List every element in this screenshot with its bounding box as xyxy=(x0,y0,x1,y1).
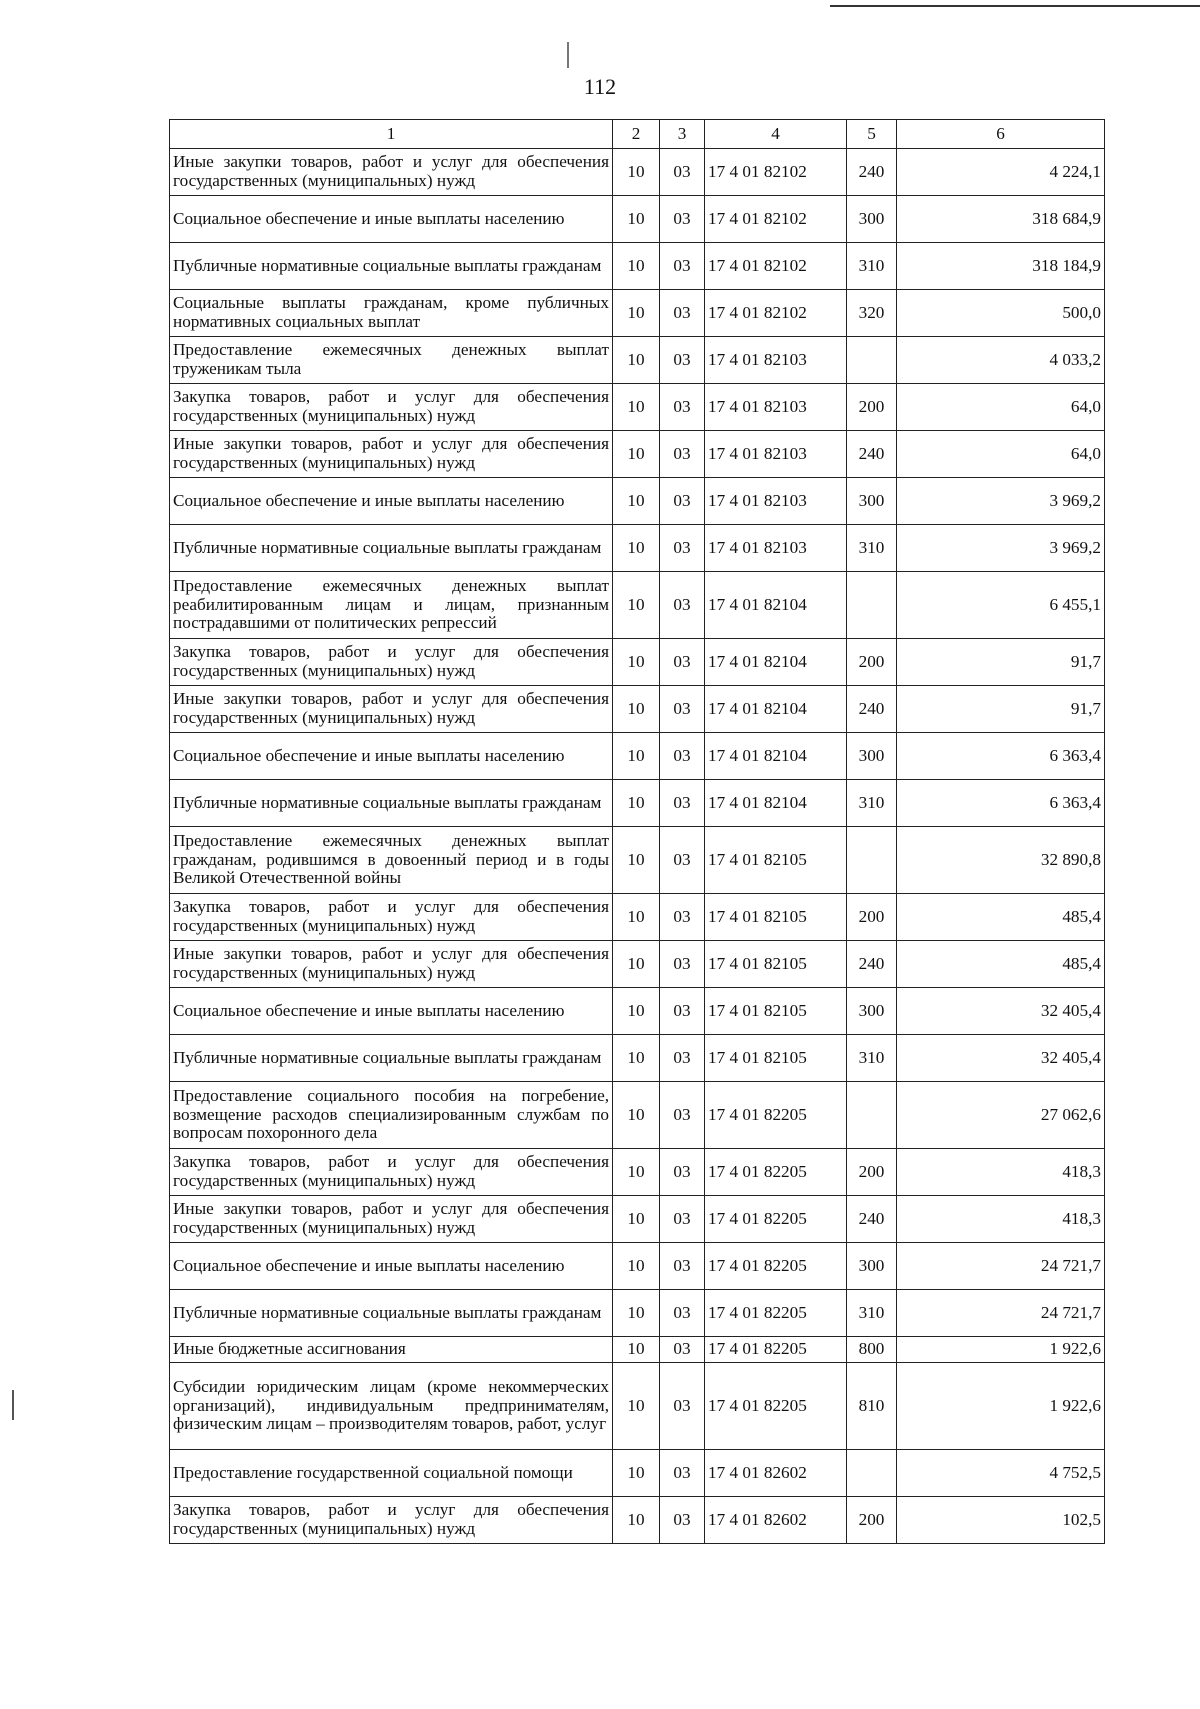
table-row xyxy=(170,686,1105,733)
cell-name: Публичные нормативные социальные выплаты гражданам xyxy=(170,1290,613,1337)
cell-name: Иные закупки товаров, работ и услуг для обеспечения государственных (муниципальных) нужд xyxy=(170,686,613,733)
cell-subsection: 03 xyxy=(660,1497,705,1544)
cell-name: Социальное обеспечение и иные выплаты населению xyxy=(170,196,613,243)
cell-amount: 6 455,1 xyxy=(897,572,1105,639)
cell-expense-type: 310 xyxy=(847,1035,897,1082)
cell-amount: 318 684,9 xyxy=(897,196,1105,243)
header-cell-2: 2 xyxy=(613,120,660,149)
cell-subsection: 03 xyxy=(660,1035,705,1082)
cell-amount: 32 890,8 xyxy=(897,827,1105,894)
cell-target-article: 17 4 01 82205 xyxy=(705,1243,847,1290)
cell-name: Публичные нормативные социальные выплаты гражданам xyxy=(170,1035,613,1082)
cell-section: 10 xyxy=(613,243,660,290)
cell-subsection: 03 xyxy=(660,196,705,243)
table-row xyxy=(170,243,1105,290)
cell-expense-type: 320 xyxy=(847,290,897,337)
table-row xyxy=(170,1243,1105,1290)
cell-subsection: 03 xyxy=(660,1082,705,1149)
cell-target-article: 17 4 01 82104 xyxy=(705,780,847,827)
cell-target-article: 17 4 01 82104 xyxy=(705,639,847,686)
cell-target-article: 17 4 01 82105 xyxy=(705,827,847,894)
page-number: 112 xyxy=(583,74,617,99)
cell-subsection: 03 xyxy=(660,1450,705,1497)
cell-subsection: 03 xyxy=(660,1337,705,1363)
cell-subsection: 03 xyxy=(660,478,705,525)
cell-expense-type: 300 xyxy=(847,988,897,1035)
budget-table xyxy=(169,119,1105,1544)
cell-name: Социальное обеспечение и иные выплаты населению xyxy=(170,1243,613,1290)
cell-amount: 418,3 xyxy=(897,1196,1105,1243)
cell-name: Предоставление государственной социальной помощи xyxy=(170,1450,613,1497)
cell-target-article: 17 4 01 82102 xyxy=(705,290,847,337)
cell-expense-type: 200 xyxy=(847,894,897,941)
cell-target-article: 17 4 01 82103 xyxy=(705,525,847,572)
table-row xyxy=(170,988,1105,1035)
cell-target-article: 17 4 01 82602 xyxy=(705,1497,847,1544)
cell-name: Публичные нормативные социальные выплаты гражданам xyxy=(170,243,613,290)
cell-subsection: 03 xyxy=(660,572,705,639)
cell-name: Предоставление ежемесячных денежных выплат реабилитированным лицам и лицам, признанным пострадавшими от политических репрессий xyxy=(170,572,613,639)
scan-mark-center xyxy=(567,42,569,68)
cell-expense-type: 200 xyxy=(847,384,897,431)
cell-section: 10 xyxy=(613,780,660,827)
cell-amount: 485,4 xyxy=(897,941,1105,988)
cell-name: Иные закупки товаров, работ и услуг для обеспечения государственных (муниципальных) нужд xyxy=(170,149,613,196)
cell-expense-type: 310 xyxy=(847,1290,897,1337)
cell-subsection: 03 xyxy=(660,431,705,478)
cell-subsection: 03 xyxy=(660,780,705,827)
cell-name: Социальные выплаты гражданам, кроме публичных нормативных социальных выплат xyxy=(170,290,613,337)
cell-expense-type: 240 xyxy=(847,941,897,988)
header-cell-1: 1 xyxy=(170,120,613,149)
cell-section: 10 xyxy=(613,525,660,572)
cell-target-article: 17 4 01 82102 xyxy=(705,149,847,196)
table-row xyxy=(170,1035,1105,1082)
cell-subsection: 03 xyxy=(660,525,705,572)
cell-amount: 500,0 xyxy=(897,290,1105,337)
cell-section: 10 xyxy=(613,988,660,1035)
cell-subsection: 03 xyxy=(660,941,705,988)
cell-name: Социальное обеспечение и иные выплаты населению xyxy=(170,988,613,1035)
table-row xyxy=(170,639,1105,686)
scan-edge-line-top xyxy=(830,5,1200,7)
cell-target-article: 17 4 01 82102 xyxy=(705,196,847,243)
cell-section: 10 xyxy=(613,1196,660,1243)
table-row xyxy=(170,149,1105,196)
cell-amount: 6 363,4 xyxy=(897,780,1105,827)
cell-expense-type xyxy=(847,1450,897,1497)
cell-target-article: 17 4 01 82205 xyxy=(705,1149,847,1196)
table-row xyxy=(170,478,1105,525)
cell-amount: 32 405,4 xyxy=(897,988,1105,1035)
table-row xyxy=(170,384,1105,431)
cell-amount: 24 721,7 xyxy=(897,1243,1105,1290)
cell-section: 10 xyxy=(613,337,660,384)
cell-name: Публичные нормативные социальные выплаты гражданам xyxy=(170,780,613,827)
header-cell-4: 4 xyxy=(705,120,847,149)
cell-section: 10 xyxy=(613,1363,660,1450)
cell-name: Закупка товаров, работ и услуг для обеспечения государственных (муниципальных) нужд xyxy=(170,894,613,941)
cell-expense-type: 240 xyxy=(847,1196,897,1243)
table-row xyxy=(170,941,1105,988)
table-row xyxy=(170,196,1105,243)
cell-target-article: 17 4 01 82103 xyxy=(705,431,847,478)
header-cell-3: 3 xyxy=(660,120,705,149)
table-body xyxy=(170,149,1105,1544)
cell-section: 10 xyxy=(613,1243,660,1290)
cell-section: 10 xyxy=(613,1035,660,1082)
cell-name: Субсидии юридическим лицам (кроме некоммерческих организаций), индивидуальным предпринимателям, физическим лицам – производителям товаров, работ, услуг xyxy=(170,1363,613,1450)
cell-subsection: 03 xyxy=(660,149,705,196)
cell-section: 10 xyxy=(613,827,660,894)
cell-target-article: 17 4 01 82103 xyxy=(705,337,847,384)
cell-section: 10 xyxy=(613,1450,660,1497)
cell-expense-type: 200 xyxy=(847,639,897,686)
table-row xyxy=(170,337,1105,384)
cell-subsection: 03 xyxy=(660,1196,705,1243)
table-row xyxy=(170,894,1105,941)
cell-name: Социальное обеспечение и иные выплаты населению xyxy=(170,478,613,525)
cell-name: Иные бюджетные ассигнования xyxy=(170,1337,613,1363)
cell-subsection: 03 xyxy=(660,894,705,941)
table-row xyxy=(170,290,1105,337)
cell-name: Социальное обеспечение и иные выплаты населению xyxy=(170,733,613,780)
table-row xyxy=(170,1196,1105,1243)
cell-expense-type: 300 xyxy=(847,478,897,525)
cell-expense-type: 800 xyxy=(847,1337,897,1363)
cell-amount: 102,5 xyxy=(897,1497,1105,1544)
cell-section: 10 xyxy=(613,149,660,196)
cell-target-article: 17 4 01 82104 xyxy=(705,572,847,639)
cell-section: 10 xyxy=(613,384,660,431)
cell-expense-type: 200 xyxy=(847,1149,897,1196)
cell-amount: 3 969,2 xyxy=(897,478,1105,525)
cell-subsection: 03 xyxy=(660,988,705,1035)
cell-section: 10 xyxy=(613,639,660,686)
cell-expense-type xyxy=(847,572,897,639)
cell-subsection: 03 xyxy=(660,827,705,894)
table-row xyxy=(170,1497,1105,1544)
cell-subsection: 03 xyxy=(660,290,705,337)
cell-amount: 4 752,5 xyxy=(897,1450,1105,1497)
cell-name: Иные закупки товаров, работ и услуг для обеспечения государственных (муниципальных) нужд xyxy=(170,1196,613,1243)
cell-amount: 1 922,6 xyxy=(897,1363,1105,1450)
cell-target-article: 17 4 01 82103 xyxy=(705,478,847,525)
cell-target-article: 17 4 01 82102 xyxy=(705,243,847,290)
cell-expense-type: 240 xyxy=(847,686,897,733)
table-row xyxy=(170,827,1105,894)
cell-name: Закупка товаров, работ и услуг для обеспечения государственных (муниципальных) нужд xyxy=(170,1497,613,1544)
cell-expense-type: 310 xyxy=(847,525,897,572)
table-row xyxy=(170,525,1105,572)
cell-name: Иные закупки товаров, работ и услуг для обеспечения государственных (муниципальных) нужд xyxy=(170,941,613,988)
cell-subsection: 03 xyxy=(660,1363,705,1450)
table-row xyxy=(170,572,1105,639)
cell-amount: 485,4 xyxy=(897,894,1105,941)
cell-subsection: 03 xyxy=(660,1149,705,1196)
cell-subsection: 03 xyxy=(660,686,705,733)
cell-section: 10 xyxy=(613,1149,660,1196)
cell-section: 10 xyxy=(613,196,660,243)
table-row xyxy=(170,1450,1105,1497)
header-cell-6: 6 xyxy=(897,120,1105,149)
cell-subsection: 03 xyxy=(660,733,705,780)
cell-target-article: 17 4 01 82205 xyxy=(705,1196,847,1243)
cell-expense-type: 310 xyxy=(847,243,897,290)
cell-section: 10 xyxy=(613,572,660,639)
cell-expense-type: 300 xyxy=(847,196,897,243)
cell-target-article: 17 4 01 82103 xyxy=(705,384,847,431)
cell-amount: 27 062,6 xyxy=(897,1082,1105,1149)
cell-amount: 6 363,4 xyxy=(897,733,1105,780)
cell-section: 10 xyxy=(613,1497,660,1544)
cell-target-article: 17 4 01 82205 xyxy=(705,1082,847,1149)
cell-amount: 4 224,1 xyxy=(897,149,1105,196)
header-cell-5: 5 xyxy=(847,120,897,149)
cell-subsection: 03 xyxy=(660,639,705,686)
cell-subsection: 03 xyxy=(660,337,705,384)
table-row xyxy=(170,1290,1105,1337)
cell-subsection: 03 xyxy=(660,1290,705,1337)
cell-name: Предоставление ежемесячных денежных выплат гражданам, родившимся в довоенный период и в годы Великой Отечественной войны xyxy=(170,827,613,894)
cell-subsection: 03 xyxy=(660,243,705,290)
cell-name: Закупка товаров, работ и услуг для обеспечения государственных (муниципальных) нужд xyxy=(170,1149,613,1196)
cell-expense-type xyxy=(847,1082,897,1149)
cell-section: 10 xyxy=(613,733,660,780)
cell-target-article: 17 4 01 82105 xyxy=(705,894,847,941)
cell-section: 10 xyxy=(613,290,660,337)
cell-amount: 64,0 xyxy=(897,384,1105,431)
cell-amount: 64,0 xyxy=(897,431,1105,478)
cell-subsection: 03 xyxy=(660,384,705,431)
cell-amount: 4 033,2 xyxy=(897,337,1105,384)
cell-target-article: 17 4 01 82602 xyxy=(705,1450,847,1497)
cell-expense-type: 200 xyxy=(847,1497,897,1544)
cell-expense-type: 240 xyxy=(847,431,897,478)
cell-expense-type: 300 xyxy=(847,1243,897,1290)
cell-subsection: 03 xyxy=(660,1243,705,1290)
cell-target-article: 17 4 01 82105 xyxy=(705,988,847,1035)
cell-expense-type xyxy=(847,827,897,894)
cell-target-article: 17 4 01 82205 xyxy=(705,1337,847,1363)
cell-amount: 1 922,6 xyxy=(897,1337,1105,1363)
table-row xyxy=(170,780,1105,827)
cell-expense-type: 810 xyxy=(847,1363,897,1450)
cell-section: 10 xyxy=(613,431,660,478)
cell-expense-type: 240 xyxy=(847,149,897,196)
cell-amount: 91,7 xyxy=(897,639,1105,686)
table-row xyxy=(170,1149,1105,1196)
cell-section: 10 xyxy=(613,894,660,941)
cell-name: Публичные нормативные социальные выплаты гражданам xyxy=(170,525,613,572)
table-row xyxy=(170,431,1105,478)
cell-target-article: 17 4 01 82205 xyxy=(705,1363,847,1450)
cell-expense-type xyxy=(847,337,897,384)
cell-amount: 318 184,9 xyxy=(897,243,1105,290)
cell-expense-type: 300 xyxy=(847,733,897,780)
cell-target-article: 17 4 01 82105 xyxy=(705,1035,847,1082)
table-row xyxy=(170,1337,1105,1363)
cell-name: Закупка товаров, работ и услуг для обеспечения государственных (муниципальных) нужд xyxy=(170,639,613,686)
cell-section: 10 xyxy=(613,1290,660,1337)
cell-section: 10 xyxy=(613,478,660,525)
cell-name: Предоставление ежемесячных денежных выплат труженикам тыла xyxy=(170,337,613,384)
cell-amount: 91,7 xyxy=(897,686,1105,733)
cell-expense-type: 310 xyxy=(847,780,897,827)
cell-target-article: 17 4 01 82105 xyxy=(705,941,847,988)
cell-target-article: 17 4 01 82104 xyxy=(705,733,847,780)
table-row xyxy=(170,1363,1105,1450)
scan-mark-left xyxy=(12,1390,14,1420)
cell-section: 10 xyxy=(613,686,660,733)
cell-amount: 3 969,2 xyxy=(897,525,1105,572)
cell-section: 10 xyxy=(613,941,660,988)
cell-amount: 418,3 xyxy=(897,1149,1105,1196)
cell-name: Иные закупки товаров, работ и услуг для обеспечения государственных (муниципальных) нужд xyxy=(170,431,613,478)
header-row xyxy=(170,120,1105,149)
cell-section: 10 xyxy=(613,1082,660,1149)
cell-name: Закупка товаров, работ и услуг для обеспечения государственных (муниципальных) нужд xyxy=(170,384,613,431)
cell-section: 10 xyxy=(613,1337,660,1363)
cell-amount: 32 405,4 xyxy=(897,1035,1105,1082)
cell-target-article: 17 4 01 82104 xyxy=(705,686,847,733)
cell-amount: 24 721,7 xyxy=(897,1290,1105,1337)
cell-name: Предоставление социального пособия на погребение, возмещение расходов специализированным службам по вопросам похоронного дела xyxy=(170,1082,613,1149)
table-row xyxy=(170,733,1105,780)
table-row xyxy=(170,1082,1105,1149)
cell-target-article: 17 4 01 82205 xyxy=(705,1290,847,1337)
